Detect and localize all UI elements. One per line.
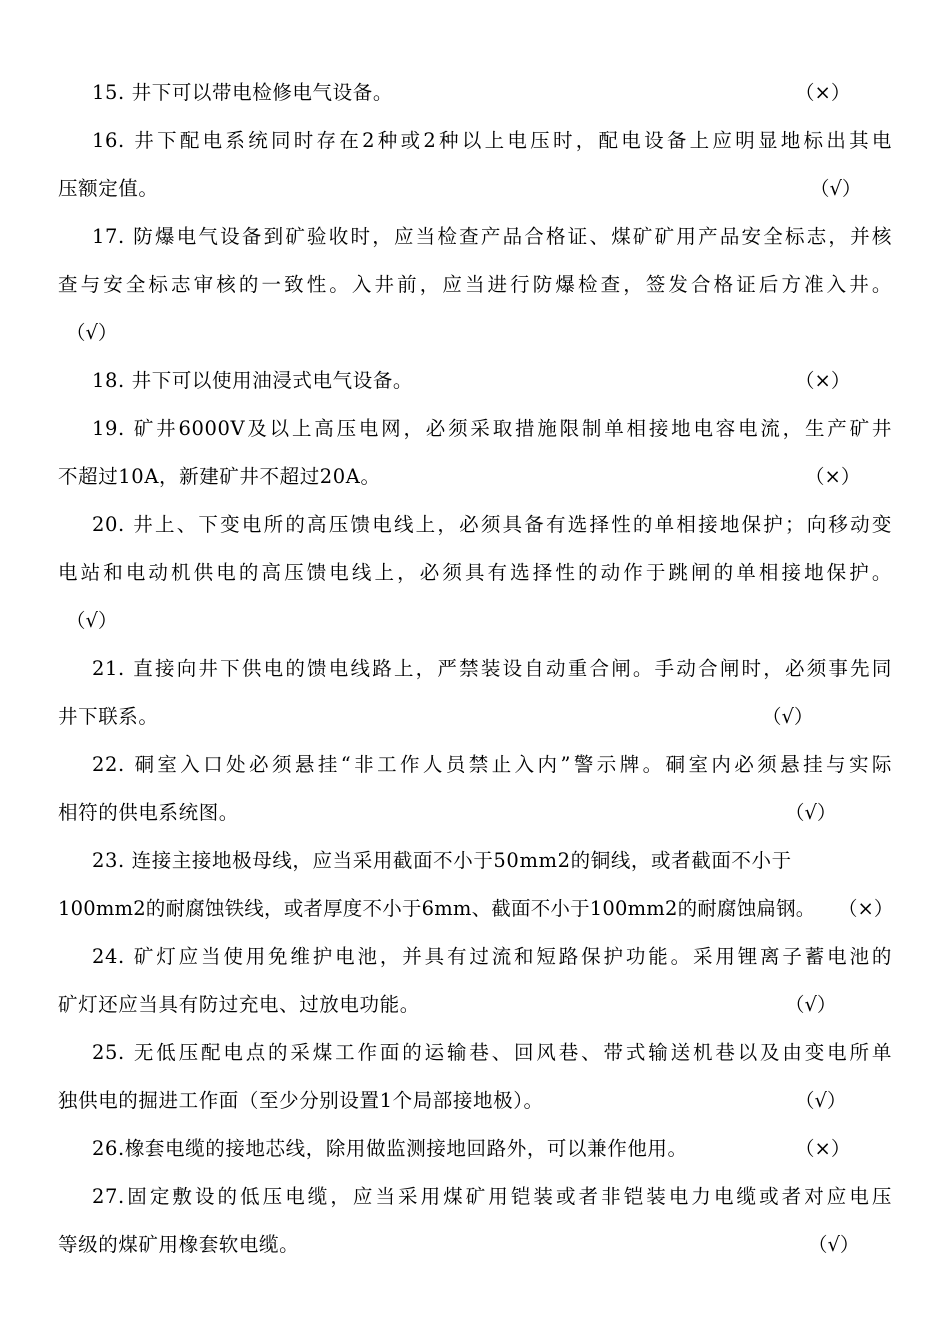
question-15-line-1 [92, 78, 892, 108]
question-16-text-1: 井下配电系统同时存在2种或2种以上电压时，配电设备上应明显地标出其电 [134, 129, 892, 152]
question-17-number: 17. [92, 225, 125, 248]
question-23-line-1 [92, 846, 862, 876]
question-19-number: 19. [92, 417, 125, 440]
question-15-answer: （×） [795, 81, 851, 104]
question-24-number: 24. [92, 945, 125, 968]
question-20-answer: （√） [66, 609, 118, 632]
question-20-line-1 [92, 510, 892, 540]
question-17-line-2: 查与安全标志审核的一致性。入井前，应当进行防爆检查，签发合格证后方准入井。 [58, 273, 892, 296]
question-25-line-2: 独供电的掘进工作面（至少分别设置1个局部接地极）。 [58, 1089, 544, 1112]
question-23-number: 23. [92, 849, 125, 872]
question-21-answer: （√） [762, 705, 814, 728]
question-24-text-1: 矿灯应当使用免维护电池，并具有过流和短路保护功能。采用锂离子蓄电池的 [133, 945, 892, 968]
question-16-line-2: 压额定值。 [58, 177, 159, 200]
question-20-number: 20. [92, 513, 125, 536]
question-22-line-2: 相符的供电系统图。 [58, 801, 239, 824]
question-17-text-1: 防爆电气设备到矿验收时，应当检查产品合格证、煤矿矿用产品安全标志，并核 [133, 225, 892, 248]
question-19-line-1 [92, 414, 892, 444]
question-15-number: 15. [92, 81, 125, 104]
question-16-answer: （√） [810, 177, 862, 200]
question-25-text-1: 无低压配电点的采煤工作面的运输巷、回风巷、带式输送机巷以及由变电所单 [133, 1041, 892, 1064]
question-18-line-1 [92, 366, 892, 396]
question-21-text-1: 直接向井下供电的馈电线路上，严禁装设自动重合闸。手动合闸时，必须事先同 [133, 657, 892, 680]
question-18-answer: （×） [795, 369, 851, 392]
question-27-number: 27. [92, 1185, 125, 1208]
question-23-line-2: 100mm2的耐腐蚀铁线，或者厚度不小于6mm、截面不小于100mm2的耐腐蚀扁钢。 [58, 897, 816, 920]
question-24-line-1 [92, 942, 892, 972]
question-25-answer: （√） [795, 1089, 847, 1112]
question-21-line-2: 井下联系。 [58, 705, 159, 728]
question-26-answer: （×） [795, 1137, 851, 1160]
question-21-number: 21. [92, 657, 125, 680]
question-20-line-2: 电站和电动机供电的高压馈电线上，必须具有选择性的动作于跳闸的单相接地保护。 [58, 561, 892, 584]
question-15-text: 井下可以带电检修电气设备。 [131, 81, 393, 104]
question-23-text-1: 连接主接地极母线，应当采用截面不小于50mm2的铜线，或者截面不小于 [131, 849, 792, 872]
question-20-text-1: 井上、下变电所的高压馈电线上，必须具备有选择性的单相接地保护；向移动变 [133, 513, 892, 536]
question-19-answer: （×） [805, 465, 861, 488]
question-27-line-2: 等级的煤矿用橡套软电缆。 [58, 1233, 300, 1256]
question-21-line-1 [92, 654, 892, 684]
question-18-text: 井下可以使用油浸式电气设备。 [131, 369, 414, 392]
question-27-line-1 [92, 1182, 892, 1212]
question-26-text: 橡套电缆的接地芯线，除用做监测接地回路外，可以兼作他用。 [124, 1137, 688, 1160]
question-22-text-1: 硐室入口处必须悬挂“非工作人员禁止入内”警示牌。硐室内必须悬挂与实际 [134, 753, 892, 776]
question-25-line-1 [92, 1038, 892, 1068]
question-27-answer: （√） [808, 1233, 860, 1256]
question-26-number: 26. [92, 1137, 125, 1160]
question-16-line-1 [92, 126, 892, 156]
question-22-line-1 [92, 750, 892, 780]
question-22-number: 22. [92, 753, 125, 776]
question-17-answer: （√） [66, 321, 118, 344]
question-17-line-1 [92, 222, 892, 252]
question-22-answer: （√） [785, 801, 837, 824]
question-18-number: 18. [92, 369, 125, 392]
question-23-answer: （×） [838, 897, 894, 920]
question-16-number: 16. [92, 129, 125, 152]
question-19-line-2: 不超过10A，新建矿井不超过20A。 [58, 465, 381, 488]
question-19-text-1: 矿井6000V及以上高压电网，必须采取措施限制单相接地电容电流，生产矿井 [133, 417, 892, 440]
question-24-line-2: 矿灯还应当具有防过充电、过放电功能。 [58, 993, 420, 1016]
question-25-number: 25. [92, 1041, 125, 1064]
question-24-answer: （√） [785, 993, 837, 1016]
question-26-line-1 [92, 1134, 892, 1164]
question-27-text-1: 固定敷设的低压电缆，应当采用煤矿用铠装或者非铠装电力电缆或者对应电压 [124, 1185, 892, 1208]
